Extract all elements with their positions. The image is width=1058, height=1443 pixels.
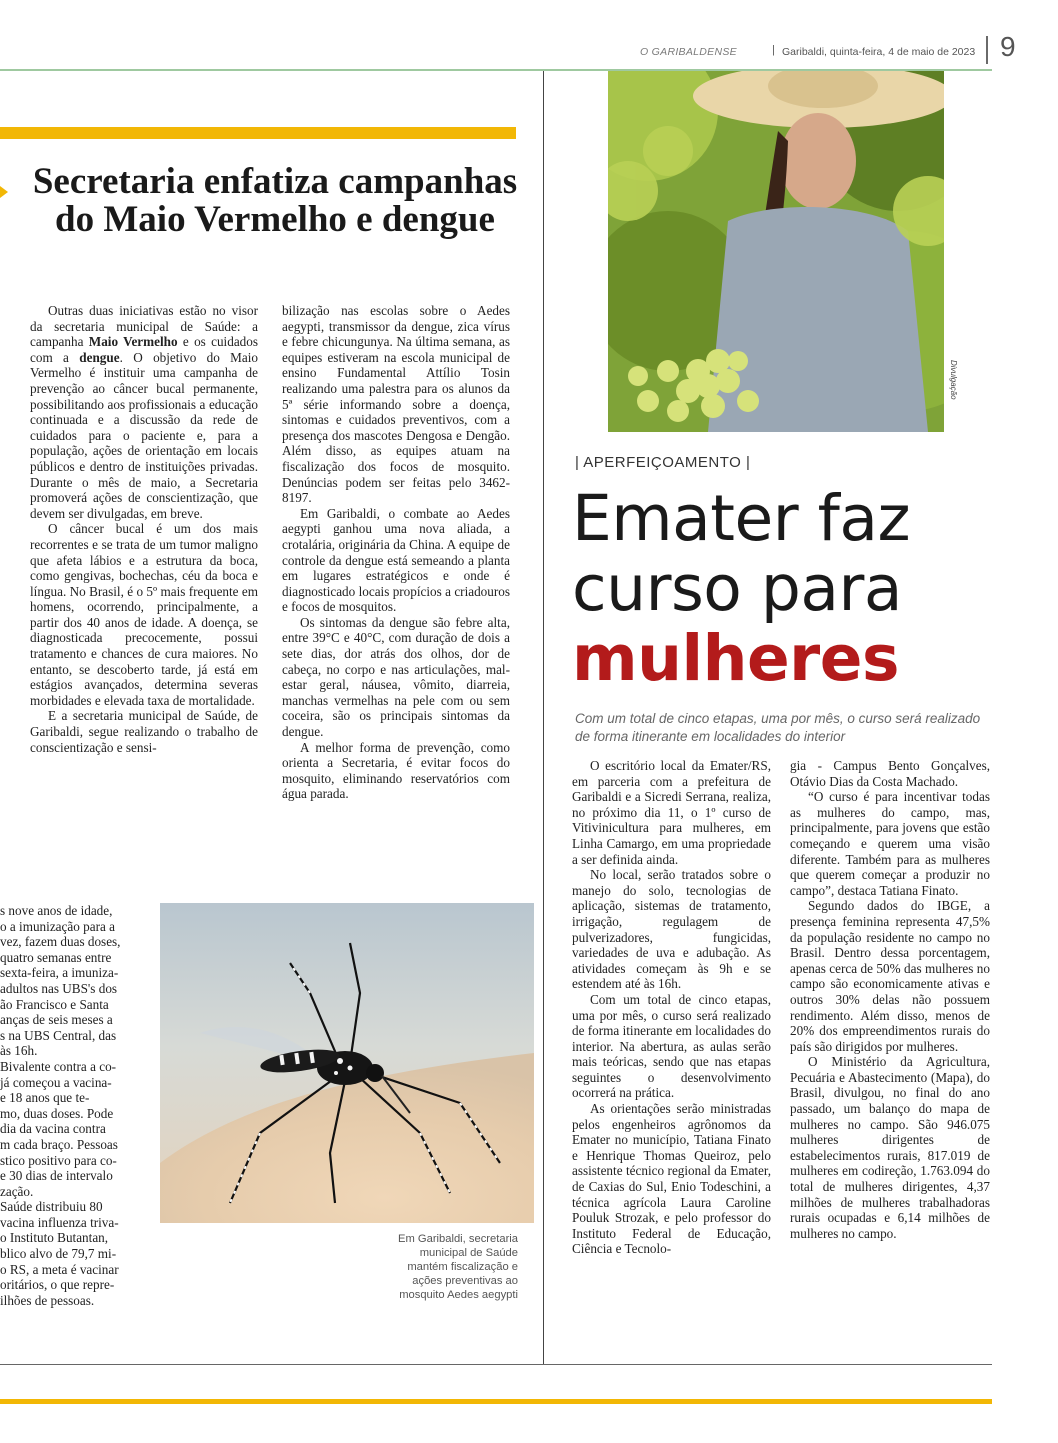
cut-column-line: ilhões de pessoas.: [0, 1292, 95, 1308]
left-headline: Secretaria enfatiza campanhas do Maio Vermelho e dengue: [32, 161, 518, 240]
mosquito-photo: [160, 903, 534, 1223]
header-separator: |: [772, 44, 775, 56]
cut-column-line: adultos nas UBS's dos: [0, 980, 118, 996]
page-number-divider: [986, 36, 988, 64]
paragraph: Com um total de cinco etapas, uma por mês, o curso será realizado de forma itinerante em localidades do interior. Na abertura, as aulas serão mais teóricas, sendo que nas etapas seguintes o desenvolvimento ocorrerá na prática.: [572, 991, 771, 1101]
paragraph: E a secretaria municipal de Saúde, de Garibaldi, segue realizando o trabalho de conscientização e sensi-: [30, 708, 258, 755]
cut-column-line: Bivalente contra a co-: [0, 1058, 117, 1074]
page-number: 9: [1000, 31, 1016, 62]
cut-column-line: s nove anos de idade,: [0, 903, 113, 918]
cut-column-line: e 30 dias de intervalo: [0, 1168, 113, 1184]
paragraph: O câncer bucal é um dos mais recorrentes e se trata de um tumor maligno que afeta lábios e a estrutura da boca, como gengivas, bochechas, céu da boca e língua. No Brasil, é o 5º mais frequente em homens, ocorrendo, principalmente, a partir dos 40 anos de idade. A doença, se diagnosticada precocemente, possui tratamento e chances de cura maiores. No entanto, se descoberto tarde, já está em estágios avançados, determina severas morbidades e elevada taxa de mortalidade.: [30, 521, 258, 708]
headline-line: Emater faz: [572, 482, 911, 555]
paragraph: As orientações serão ministradas pelos engenheiros agrônomos da Emater no município, Tatiana Finato e Henrique Thomas Queiroz, pelo assistente técnico regional da Emater, de Caxias do Sul, Enio Todeschini, a técnica agrícola Laura Caroline Pouluk Strozak, e pelo professor do Instituto Federal de Educação, Ciência e Tecnolo-: [572, 1101, 771, 1257]
column-divider: [543, 71, 544, 1364]
paragraph: Segundo dados do IBGE, a presença feminina representa 47,5% da população residente no campo no Brasil. Dentro dessa porcentagem, apenas cerca de 50% das mulheres no campo são economicamente ativas e outros 30% delas não possuem rendimento. Além disso, menos de 20% dos empreendimentos rurais do país são dirigidos por mulheres.: [790, 898, 990, 1054]
cut-column-line: o Instituto Butantan,: [0, 1230, 109, 1246]
cut-column-line: ão Francisco e Santa: [0, 996, 109, 1012]
left-article-column-2: [282, 303, 510, 802]
cut-column-line: oritários, o que repre-: [0, 1277, 115, 1293]
newspaper-name: O GARIBALDENSE: [640, 46, 737, 58]
cut-column-line: s na UBS Central, das: [0, 1027, 117, 1043]
vineyard-photo: [608, 71, 944, 432]
paragraph: O escritório local da Emater/RS, em parceria com a prefeitura de Garibaldi e a Sicredi Serrana, realiza, no próximo dia 11, o 1º curso de Vitivinicultura para mulheres, em Linha Camargo, em uma propriedade a ser definida ainda.: [572, 758, 771, 867]
cut-column-line: quatro semanas entre: [0, 949, 112, 965]
paragraph: Em Garibaldi, o combate ao Aedes aegypti ganhou uma nova aliada, a crotalária, originária da China. A equipe de controle da dengue está semeando a planta em lugares estratégicos e onde é diagnosticado locais propícios a criadouros e focos de mosquitos.: [282, 505, 510, 615]
cut-column-line: o a imunização para a: [0, 918, 115, 934]
cut-column-line: mo, duas doses. Pode: [0, 1105, 114, 1121]
right-subheadline: Com um total de cinco etapas, uma por mês, o curso será realizado de forma itinerante em localidades do interior: [575, 711, 981, 744]
photo-credit: Divulgação: [949, 360, 958, 400]
vineyard-illustration: [608, 71, 944, 432]
cut-column-line: vacina influenza triva-: [0, 1214, 119, 1230]
section-accent-bar: [0, 127, 516, 139]
cut-column-line: stico positivo para co-: [0, 1152, 117, 1168]
cut-column-line: sexta-feira, a imuniza-: [0, 965, 119, 981]
paragraph: Outras duas iniciativas estão no visor da secretaria municipal de Saúde: a campanha Maio Vermelho e os cuidados com a dengue. O objetivo do Maio Vermelho é instituir uma campanha de prevenção ao câncer bucal permanente, possibilitando aos profissionais a educação continuada e a discussão da rede de cuidados para o paciente e, para a população, ações de orientação em locais públicos e dentro de instituições privadas. Durante o mês de maio, a Secretaria promoverá ações de conscientização, que devem ser divulgadas, em breve.: [30, 303, 258, 521]
cut-column-line: vez, fazem duas doses,: [0, 934, 121, 950]
paragraph: gia - Campus Bento Gonçalves, Otávio Dias da Costa Machado.: [790, 758, 990, 789]
cut-column-line: anças de seis meses a: [0, 1012, 113, 1028]
cut-column-line: já começou a vacina-: [0, 1074, 112, 1090]
headline-line: curso para: [572, 552, 902, 625]
paragraph: “O curso é para incentivar todas as mulheres do campo, mas, principalmente, para jovens que estão começando e querem uma visão diferente. Também para as mulheres que querem começar a produzir no campo”, destaca Tatiana Finato.: [790, 789, 990, 898]
right-headline: [572, 484, 910, 694]
cut-column-line: dia da vacina contra: [0, 1121, 106, 1137]
section-kicker: | APERFEIÇOAMENTO |: [575, 454, 751, 471]
paragraph: A melhor forma de prevenção, como orienta a Secretaria, é evitar focos do mosquito, eliminando reservatórios com água parada.: [282, 739, 510, 802]
cut-column-line: às 16h.: [0, 1043, 38, 1059]
paragraph: bilização nas escolas sobre o Aedes aegypti, transmissor da dengue, zica vírus e febre chicungunya. Na última semana, as equipes estiveram na escola municipal de ensino Fundamental Attílio Tosin realizando uma palestra para os alunos da 5ª série informando sobre a doença, sintomas e cuidados preventivos, com a presença dos mascotes Dengosa e Dengão. Além disso, as equipes atuam na fiscalização dos focos de mosquito. Denúncias podem ser feitas pelo 3462-8197.: [282, 303, 510, 506]
issue-date: Garibaldi, quinta-feira, 4 de maio de 2023: [782, 46, 976, 58]
footer-accent-bar: [0, 1399, 992, 1404]
mosquito-illustration: [160, 903, 534, 1223]
footer-rule: [0, 1364, 992, 1365]
left-article-column-1: [30, 303, 258, 755]
cut-column-line: zação.: [0, 1183, 34, 1199]
cut-column-line: e 18 anos que te-: [0, 1090, 90, 1106]
arrow-bullet-icon: [0, 183, 8, 201]
right-article-column-2: [790, 758, 990, 1241]
cut-column-line: o RS, a meta é vacinar: [0, 1261, 119, 1277]
paragraph: O Ministério da Agricultura, Pecuária e Abastecimento (Mapa), do Brasil, divulgou, no final do ano passado, um balanço do mapa de mulheres no campo. São 946.075 mulheres dirigentes de estabelecimentos rurais, 817.019 de mulheres em codireção, 1.763.094 do total de mulheres dirigentes, 4,37 milhões de mulheres trabalhadoras rurais ocupadas e 6,14 milhões de mulheres no campo.: [790, 1054, 990, 1241]
cut-column-line: m cada braço. Pessoas: [0, 1136, 118, 1152]
paragraph: Os sintomas da dengue são febre alta, entre 39°C e 40°C, com duração de dois a sete dias, dor atrás dos olhos, dor de cabeça, no corpo e nas articulações, mal-estar geral, náusea, vômito, diarreia, manchas vermelhas na pele com ou sem coceira, são os principais sintomas da dengue.: [282, 614, 510, 740]
cut-off-column: [0, 903, 150, 1308]
mosquito-photo-caption: Em Garibaldi, secretaria municipal de Saúde mantém fiscalização e ações preventivas ao mosquito Aedes aegypti: [398, 1233, 518, 1301]
headline-highlight: mulheres: [572, 622, 899, 695]
right-article-column-1: [572, 758, 771, 1257]
cut-column-line: Saúde distribuiu 80: [0, 1199, 103, 1215]
paragraph: No local, serão tratados sobre o manejo do solo, tecnologias de aplicação, sistemas de tratamento, irrigação, regulagem de pulverizadores, fungicidas, variedades de uva e adubação. As atividades começam às 9h e se estendem até às 16h.: [572, 867, 771, 992]
cut-column-line: blico alvo de 79,7 mi-: [0, 1246, 117, 1262]
